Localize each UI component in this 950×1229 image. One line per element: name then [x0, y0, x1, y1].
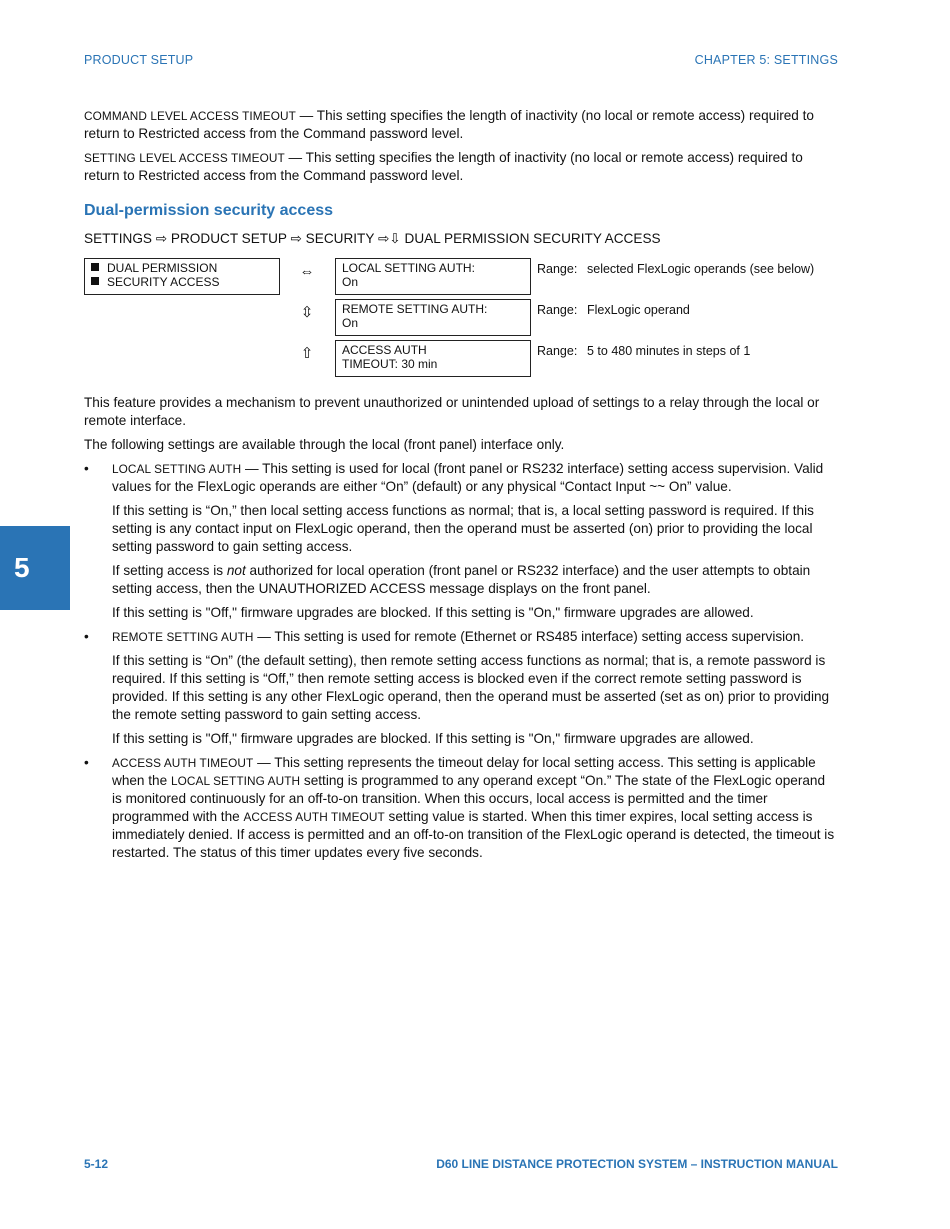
local-auth-paragraph-1: [112, 460, 838, 496]
settings-bullet-list: [84, 460, 838, 862]
square-bullet-icon: [91, 263, 99, 271]
body-paragraph-1: This feature provides a mechanism to prevent unauthorized or unintended upload of settings to a relay through the local or remote interface.: [84, 395, 820, 428]
local-auth-text-3b: authorized for local operation (front panel or RS232 interface) and the user attempts to obtain setting access, then the UNAUTHORIZED ACCESS message displays on the front panel.: [112, 563, 811, 596]
intro-text-1: — This setting specifies the length of inactivity (no local or remote access) required to return to Restricted access from the Command password level.: [84, 108, 814, 141]
range-label-3: Range:: [537, 344, 578, 358]
access-auth-timeout-label: ACCESS AUTH: [342, 343, 427, 357]
bullet-icon: •: [84, 629, 89, 644]
menu-main-label-1: DUAL PERMISSION: [107, 261, 218, 275]
intro-paragraph-2: [84, 149, 838, 185]
term-access-auth-timeout-inline: ACCESS AUTH TIMEOUT: [243, 810, 385, 824]
timeout-text-2: setting is programmed to any operand except “On.” The state of the FlexLogic operand is monitored continuously for an off-to-on transition. When this occurs, local access is permitted and the timer programmed with the: [112, 773, 826, 824]
remote-auth-paragraph-1: [112, 628, 838, 646]
remote-setting-auth-label: REMOTE SETTING AUTH:: [342, 302, 488, 316]
section-title: Dual-permission security access: [84, 202, 334, 219]
menu-main-label-2: SECURITY ACCESS: [107, 275, 220, 289]
range-value-2: FlexLogic operand: [587, 303, 690, 317]
term-remote-setting-auth: REMOTE SETTING AUTH: [112, 630, 254, 644]
access-auth-timeout-value: TIMEOUT: 30 min: [342, 357, 438, 371]
menu-main-box: [84, 258, 280, 295]
term-local-setting-auth: LOCAL SETTING AUTH: [112, 462, 242, 476]
settings-menu-diagram: [84, 258, 838, 382]
term-command-level-timeout: COMMAND LEVEL ACCESS TIMEOUT: [84, 109, 296, 123]
local-setting-auth-label: LOCAL SETTING AUTH:: [342, 261, 475, 275]
intro-text-2: — This setting specifies the length of inactivity (no local or remote access) required to return to Restricted access from the Command password level.: [84, 150, 803, 183]
term-setting-level-timeout: SETTING LEVEL ACCESS TIMEOUT: [84, 151, 285, 165]
running-header-left: PRODUCT SETUP: [84, 53, 194, 67]
timeout-text-1: — This setting represents the timeout delay for local setting access. This setting is applicable when the: [112, 755, 816, 788]
timeout-text-3: setting value is started. When this timer expires, local setting access is immediately denied. If access is permitted and an off-to-on transition of the FlexLogic operand is detected, the timeout is restarted. The status of this timer updates every five seconds.: [112, 809, 835, 860]
bullet-icon: •: [84, 461, 89, 476]
local-auth-text-3a: If setting access is: [112, 563, 227, 578]
square-bullet-icon: [91, 277, 99, 285]
bullet-local-setting-auth: [84, 460, 838, 622]
left-right-arrow-icon: ⇔: [299, 263, 315, 280]
term-access-auth-timeout: ACCESS AUTH TIMEOUT: [112, 756, 254, 770]
bullet-remote-setting-auth: [84, 628, 838, 748]
local-auth-text-1: — This setting is used for local (front panel or RS232 interface) setting access supervision. Valid values for the FlexLogic operands are either “On” (default) or any physical “Contact Input ~~ On” value.: [112, 461, 824, 494]
intro-paragraph-1: [84, 107, 838, 143]
local-setting-auth-box: [335, 258, 531, 295]
local-auth-paragraph-4: If this setting is "Off," firmware upgrades are blocked. If this setting is "On," firmware upgrades are allowed.: [112, 605, 754, 620]
local-auth-paragraph-3: [112, 562, 838, 598]
bullet-icon: •: [84, 755, 89, 770]
page-number: 5-12: [84, 1157, 109, 1171]
page-content: [84, 107, 838, 868]
remote-setting-auth-box: [335, 299, 531, 336]
body-paragraph-2: The following settings are available through the local (front panel) interface only.: [84, 437, 565, 452]
chapter-tab: 5: [0, 526, 70, 610]
term-local-setting-auth-inline: LOCAL SETTING AUTH: [170, 774, 301, 788]
up-arrow-icon: ⇧: [300, 345, 314, 362]
manual-title-footer: D60 LINE DISTANCE PROTECTION SYSTEM – INSTRUCTION MANUAL: [436, 1157, 838, 1171]
menu-main-line-1: [91, 261, 273, 275]
range-label-1: Range:: [537, 262, 578, 276]
remote-setting-auth-value: On: [342, 316, 359, 330]
local-auth-emphasis: not: [226, 563, 246, 578]
timeout-paragraph-1: [112, 754, 838, 862]
remote-auth-paragraph-2: If this setting is “On” (the default setting), then remote setting access functions as normal; that is, a remote password is required. If this setting is “Off,” then remote setting access is blocked even if the correct remote setting password is provided. If this setting is any other FlexLogic operand, then the operand must be asserted (set as on) prior to providing the remote setting password to gain setting access.: [112, 653, 830, 722]
up-down-arrow-icon: ⇳: [300, 304, 314, 321]
access-auth-timeout-box: [335, 340, 531, 377]
bullet-access-auth-timeout: [84, 754, 838, 862]
range-value-1: selected FlexLogic operands (see below): [587, 262, 815, 276]
menu-path: SETTINGS ⇨ PRODUCT SETUP ⇨ SECURITY ⇨⇩ DUAL PERMISSION SECURITY ACCESS: [84, 231, 661, 246]
range-label-2: Range:: [537, 303, 578, 317]
local-setting-auth-value: On: [342, 275, 359, 289]
running-header-right: CHAPTER 5: SETTINGS: [694, 53, 838, 67]
remote-auth-paragraph-3: If this setting is "Off," firmware upgrades are blocked. If this setting is "On," firmware upgrades are allowed.: [112, 731, 754, 746]
remote-auth-text-1: — This setting is used for remote (Ethernet or RS485 interface) setting access supervision.: [253, 629, 805, 644]
local-auth-paragraph-2: If this setting is “On,” then local setting access functions as normal; that is, a local setting password is required. If this setting is any contact input on FlexLogic operand, then the operand must be asserted (on) prior to providing the local setting password to gain setting access.: [112, 503, 814, 554]
menu-main-line-2: [91, 275, 273, 289]
range-value-3: 5 to 480 minutes in steps of 1: [587, 344, 751, 358]
